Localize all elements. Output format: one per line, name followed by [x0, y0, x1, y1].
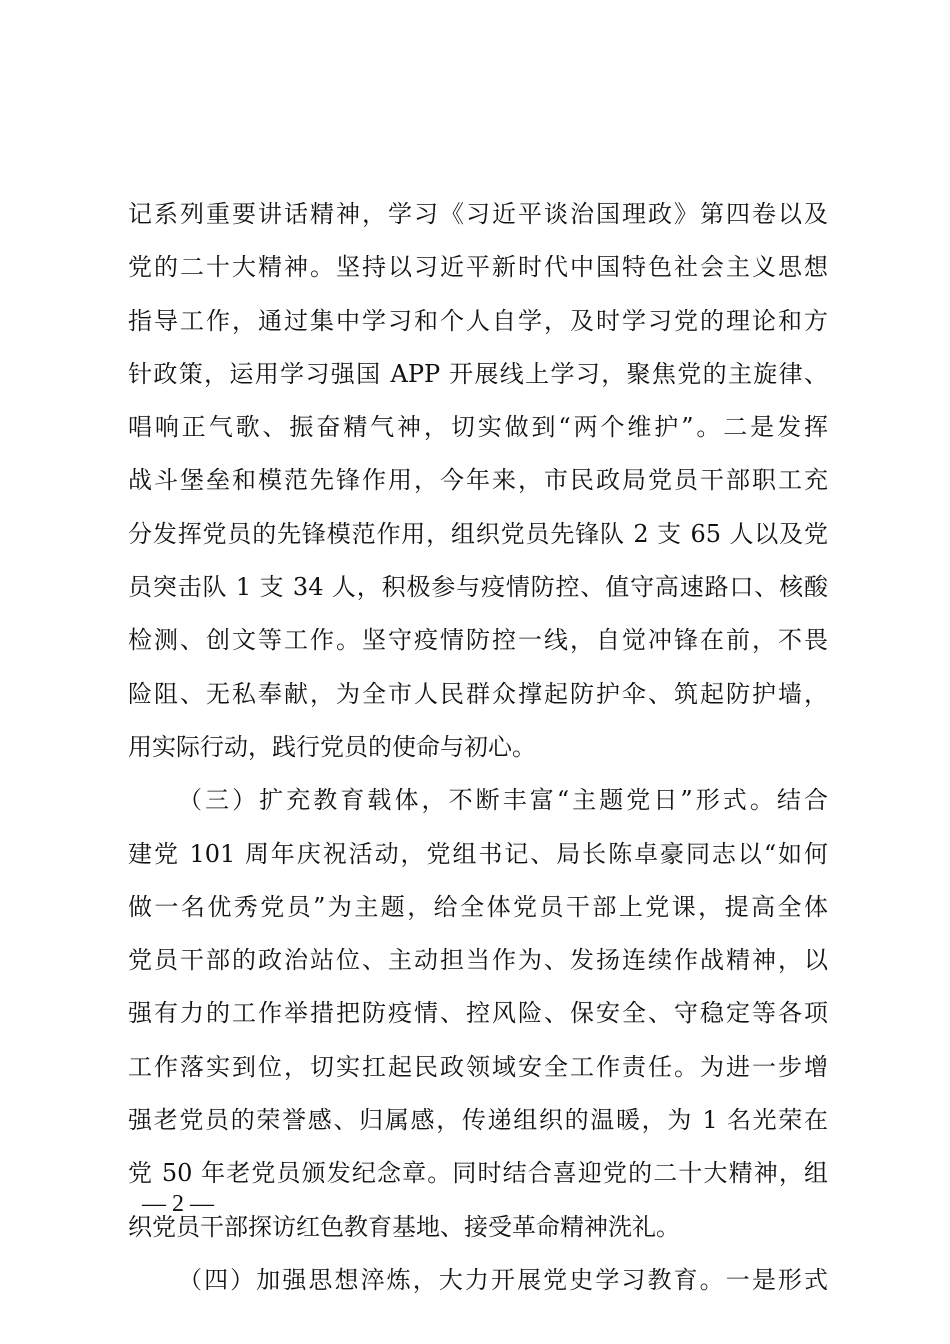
page-number: — 2 — — [142, 1191, 214, 1217]
text-line: （三）扩充教育载体，不断丰富“主题党日”形式。结合 — [178, 786, 828, 815]
text-line: 做一名优秀党员”为主题，给全体党员干部上党课，提高全体 — [128, 892, 828, 921]
text-line: 用实际行动，践行党员的使命与初心。 — [128, 732, 536, 761]
text-line: 强有力的工作举措把防疫情、控风险、保安全、守稳定等各项 — [128, 999, 828, 1028]
text-line: 织党员干部探访红色教育基地、接受革命精神洗礼。 — [128, 1212, 680, 1241]
text-line: 建党 101 周年庆祝活动，党组书记、局长陈卓豪同志以“如何 — [128, 839, 828, 868]
text-line: 检测、创文等工作。坚守疫情防控一线，自觉冲锋在前，不畏 — [128, 626, 828, 655]
text-line: 险阻、无私奉献，为全市人民群众撑起防护伞、筑起防护墙， — [128, 679, 828, 708]
text-line: （四）加强思想淬炼，大力开展党史学习教育。一是形式 — [178, 1265, 828, 1294]
text-line: 战斗堡垒和模范先锋作用，今年来，市民政局党员干部职工充 — [128, 466, 828, 495]
text-line: 工作落实到位，切实扛起民政领域安全工作责任。为进一步增 — [128, 1052, 828, 1081]
text-line: 分发挥党员的先锋模范作用，组织党员先锋队 2 支 65 人以及党 — [128, 519, 828, 548]
text-line: 记系列重要讲话精神，学习《习近平谈治国理政》第四卷以及 — [128, 200, 828, 228]
body-text — [128, 188, 828, 1307]
text-line: 党的二十大精神。坚持以习近平新时代中国特色社会主义思想 — [128, 253, 828, 282]
text-line: 唱响正气歌、振奋精气神，切实做到“两个维护”。二是发挥 — [128, 413, 828, 442]
text-line: 针政策，运用学习强国 APP 开展线上学习，聚焦党的主旋律、 — [128, 359, 828, 388]
text-line: 党 50 年老党员颁发纪念章。同时结合喜迎党的二十大精神，组 — [128, 1159, 828, 1188]
text-line: 指导工作，通过集中学习和个人自学，及时学习党的理论和方 — [128, 306, 828, 335]
text-line: 强老党员的荣誉感、归属感，传递组织的温暖，为 1 名光荣在 — [128, 1106, 828, 1135]
text-line: 员突击队 1 支 34 人，积极参与疫情防控、值守高速路口、核酸 — [128, 573, 828, 602]
text-line: 党员干部的政治站位、主动担当作为、发扬连续作战精神，以 — [128, 946, 828, 975]
